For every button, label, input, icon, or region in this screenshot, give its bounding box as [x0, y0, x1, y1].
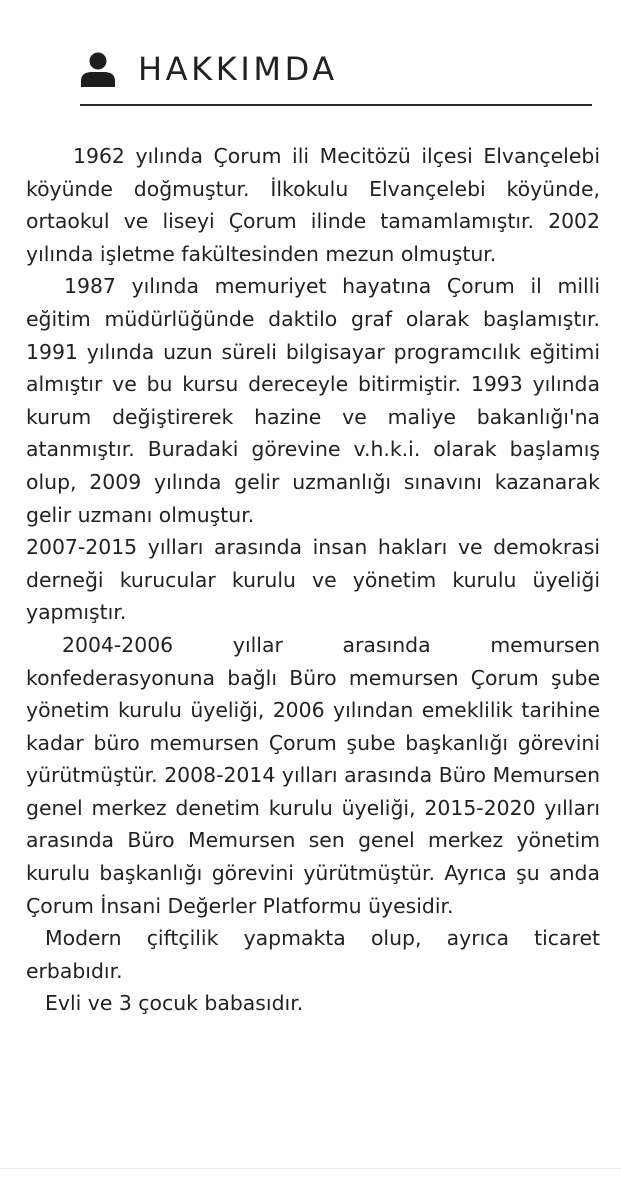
title-divider — [80, 104, 592, 106]
user-icon — [80, 51, 116, 87]
paragraph-union: 2004-2006 yıllar arasında memursen konfederasyonuna bağlı Büro memursen Çorum şube yönetim kurulu üyeliği, 2006 yılından emeklilik tarihine kadar büro memursen Çorum şube başkanlığı görevini yürütmüştür. 2008-2014 yılları arasında Büro Memursen genel merkez denetim kurulu üyeliği, 2015-2020 yılları arasında Büro Memursen sen genel merkez yönetim kurulu başkanlığı görevini yürütmüştür. Ayrıca şu anda Çorum İnsani Değerler Platformu üyesidir. — [26, 632, 600, 918]
paragraph-birth-education: 1962 yılında Çorum ili Mecitözü ilçesi Elvançelebi köyünde doğmuştur. İlkokulu Elvançelebi köyünde, ortaokul ve liseyi Çorum ilinde tamamlamıştır. 2002 yılında işletme fakültesinden mezun olmuştur. — [26, 144, 600, 266]
paragraph-human-rights: 2007-2015 yılları arasında insan hakları ve demokrasi derneği kurucular kurulu ve yönetim kurulu üyeliği yapmıştır. — [26, 535, 600, 625]
paragraph-career: 1987 yılında memuriyet hayatına Çorum il milli eğitim müdürlüğünde daktilo graf olarak başlamıştır. 1991 yılında uzun süreli bilgisayar programcılık eğitimi almıştır ve bu kursu dereceyle bitirmiştir. 1993 yılında kurum değiştirerek hazine ve maliye bakanlığı'na atanmıştır. Buradaki görevine v.h.k.i. olarak başlamış olup, 2009 yılında gelir uzmanlığı sınavını kazanarak gelir uzmanı olmuştur. — [26, 274, 600, 527]
bottom-divider — [0, 1168, 621, 1169]
page-title: HAKKIMDA — [138, 50, 338, 88]
paragraph-farming: Modern çiftçilik yapmakta olup, ayrıca ticaret erbabıdır. — [26, 926, 600, 983]
section-header — [80, 44, 338, 94]
paragraph-family: Evli ve 3 çocuk babasıdır. — [45, 991, 304, 1016]
about-text — [26, 140, 600, 1020]
